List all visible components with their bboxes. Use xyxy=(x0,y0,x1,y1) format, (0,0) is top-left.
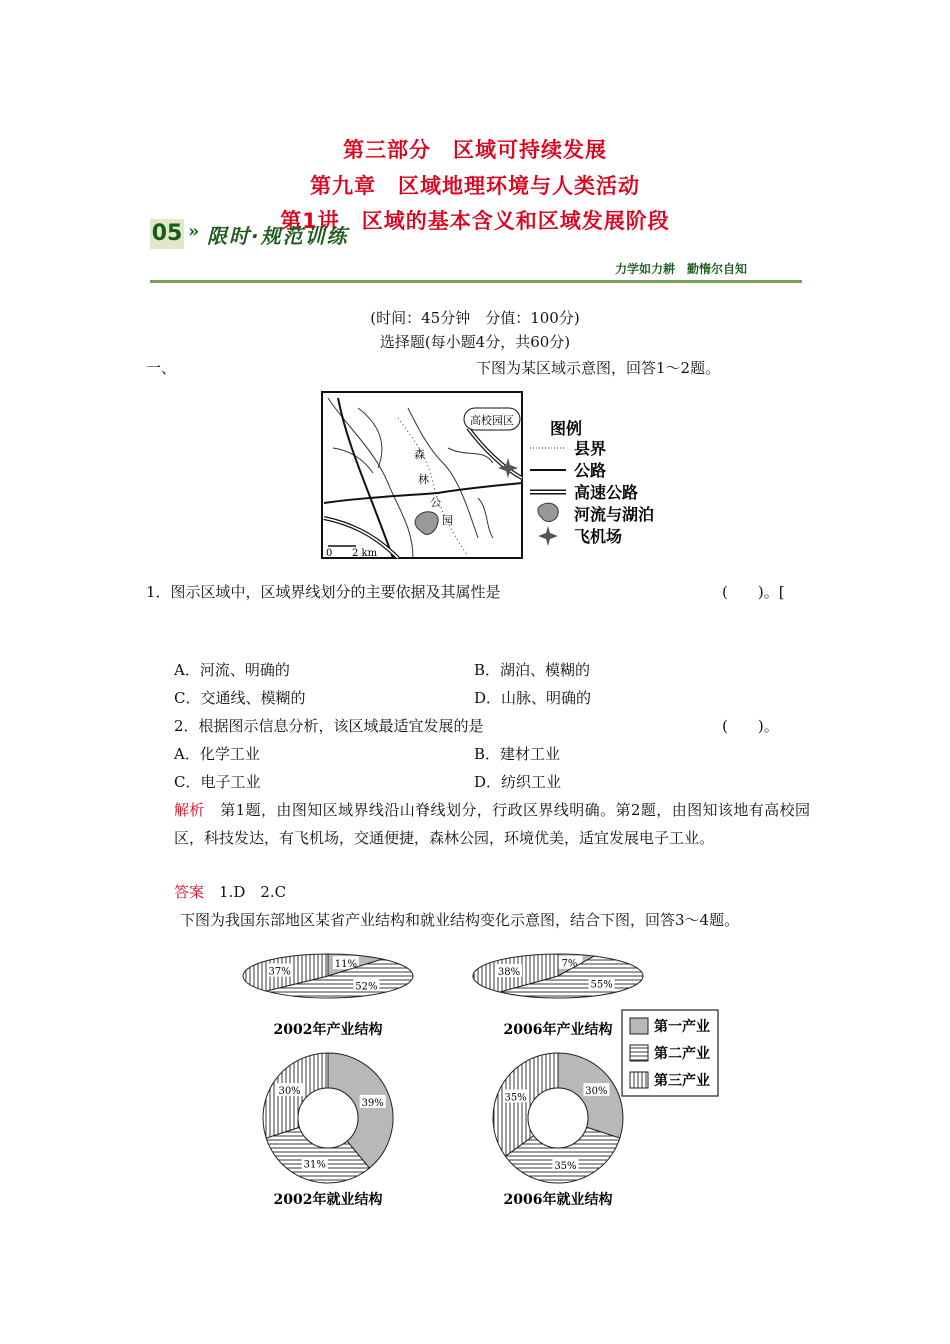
q2-stem: 2．根据图示信息分析，该区域最适宜发展的是 xyxy=(174,717,484,735)
legend-swatch-secondary xyxy=(630,1045,648,1061)
q2-option-c: C．电子工业 xyxy=(174,773,261,791)
chart-title: 2002年产业结构 xyxy=(273,1022,383,1038)
q1-option-c: C．交通线、模糊的 xyxy=(174,689,306,707)
legend-primary-label: 第一产业 xyxy=(654,1019,710,1035)
banner-arrow-icon: » xyxy=(188,221,200,242)
charts-intro: 下图为我国东部地区某省产业结构和就业结构变化示意图，结合下图，回答3～4题。 xyxy=(180,911,740,929)
part-title: 第三部分 区域可持续发展 xyxy=(343,138,607,162)
data-label: 30% xyxy=(585,1086,608,1098)
donut-hole xyxy=(528,1088,588,1148)
banner-divider xyxy=(150,280,802,283)
river-line xyxy=(478,498,493,538)
analysis-label: 解析 xyxy=(174,801,205,819)
highway-line xyxy=(468,428,522,478)
q1-stem: 1．图示区域中，区域界线划分的主要依据及其属性是 xyxy=(146,583,501,601)
chart-title: 2006年就业结构 xyxy=(503,1192,613,1208)
data-label: 39% xyxy=(361,1097,384,1109)
answer-text: 1.D 2.C xyxy=(204,883,287,901)
data-label: 30% xyxy=(278,1086,301,1098)
data-label: 7% xyxy=(561,958,578,970)
legend-swatch-primary xyxy=(630,1018,648,1034)
q1-option-a: A．河流、明确的 xyxy=(174,661,290,679)
q2-bracket: ( )。 xyxy=(722,717,779,735)
q1-option-b: B．湖泊、模糊的 xyxy=(474,661,591,679)
data-label: 52% xyxy=(355,981,378,993)
q2-option-b: B．建材工业 xyxy=(474,745,561,763)
river-line xyxy=(358,408,382,468)
legend-swatch-tertiary xyxy=(630,1072,648,1088)
airplane-icon xyxy=(538,526,558,546)
forest-char: 森 xyxy=(414,448,425,461)
county-boundary xyxy=(398,418,468,556)
scale-zero: 0 xyxy=(326,548,333,559)
banner-number: 05 xyxy=(150,219,184,249)
legend-tertiary-label: 第三产业 xyxy=(654,1073,710,1089)
structure-charts xyxy=(240,942,740,1214)
forest-char: 公 xyxy=(430,496,441,509)
analysis-text: 第1题，由图知区域界线沿山脊线划分，行政区界线明确。第2题，由图知该地有高校园区，科技发达，有飞机场，交通便捷，森林公园，环境优美，适宜发展电子工业。 xyxy=(174,801,810,847)
lecture-title: 第1讲 区域的基本含义和区域发展阶段 xyxy=(280,209,670,233)
forest-char: 园 xyxy=(442,514,453,527)
region-map xyxy=(318,388,670,564)
legend-road: 公路 xyxy=(574,461,607,480)
donut-hole xyxy=(298,1088,358,1148)
answer-block xyxy=(174,882,286,902)
legend-airport: 飞机场 xyxy=(574,527,623,546)
campus-label: 高校园区 xyxy=(470,414,514,427)
chart-title: 2002年就业结构 xyxy=(273,1192,383,1208)
legend-highway: 高速公路 xyxy=(574,483,639,502)
data-label: 11% xyxy=(334,959,357,971)
legend-river-lake: 河流与湖泊 xyxy=(574,505,655,524)
legend-county: 县界 xyxy=(574,439,607,458)
map-intro: 下图为某区域示意图，回答1～2题。 xyxy=(476,359,721,377)
legend-secondary-label: 第二产业 xyxy=(654,1046,710,1062)
lake-icon xyxy=(538,503,558,521)
q2-option-d: D．纺织工业 xyxy=(474,773,562,791)
banner-motto: 力学如力耕 勤惰尔自知 xyxy=(615,262,748,276)
data-label: 55% xyxy=(590,979,613,991)
q2-option-a: A．化学工业 xyxy=(174,745,260,763)
data-label: 35% xyxy=(504,1092,527,1104)
lake-shape xyxy=(415,512,438,535)
data-label: 35% xyxy=(554,1160,577,1172)
legend-title: 图例 xyxy=(550,419,583,438)
section-marker: 一、 xyxy=(146,359,177,377)
forest-char: 林 xyxy=(418,473,429,486)
q1-bracket: ( )。[ xyxy=(722,583,785,601)
chart-title: 2006年产业结构 xyxy=(503,1022,613,1038)
section-heading: 选择题(每小题4分，共60分) xyxy=(379,333,571,351)
q1-option-d: D．山脉、明确的 xyxy=(474,689,592,707)
time-score: (时间：45分钟 分值：100分) xyxy=(370,309,580,327)
analysis-block xyxy=(174,796,810,852)
road-line xyxy=(324,483,522,503)
scale-label: 2 km xyxy=(352,548,378,559)
banner-heading: 限时·规范训练 xyxy=(207,224,349,248)
data-label: 31% xyxy=(303,1159,326,1171)
data-label: 38% xyxy=(497,966,521,978)
chapter-title: 第九章 区域地理环境与人类活动 xyxy=(310,174,640,198)
answer-label: 答案 xyxy=(174,883,205,901)
data-label: 37% xyxy=(268,966,291,978)
